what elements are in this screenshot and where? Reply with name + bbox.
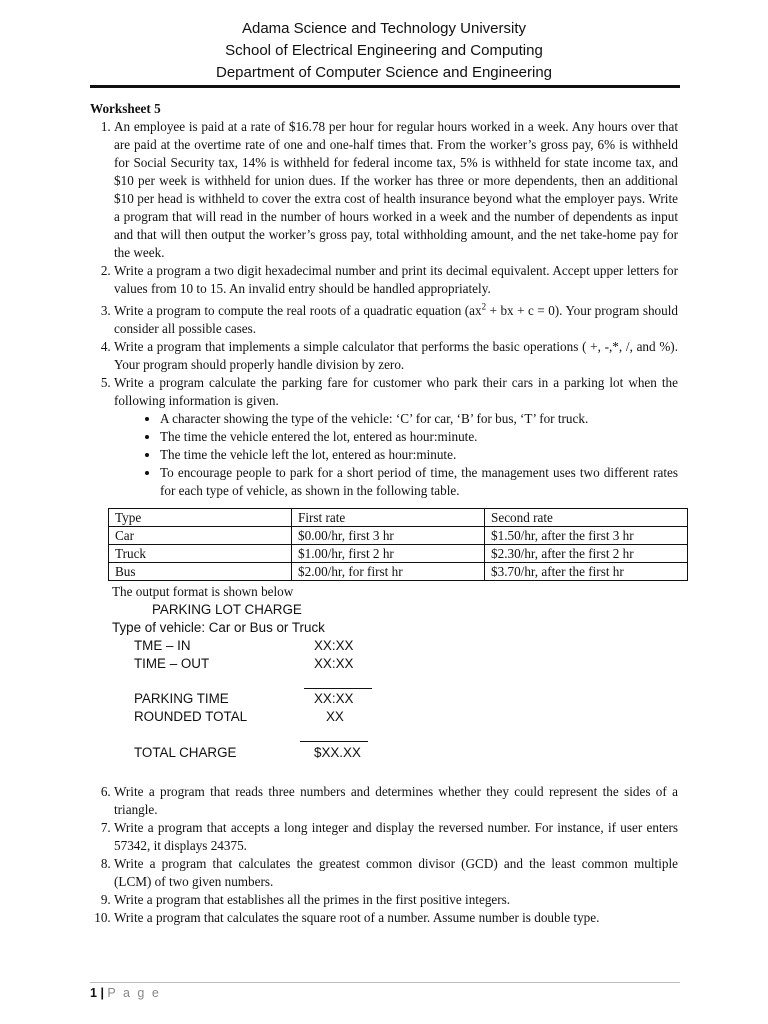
- table-cell: Car: [109, 527, 292, 545]
- table-header-cell: Type: [109, 509, 292, 527]
- output-intro: The output format is shown below: [112, 584, 294, 600]
- page-word: P a g e: [107, 986, 161, 1000]
- worksheet-body: [90, 100, 678, 927]
- underline-rule: [304, 688, 372, 689]
- header-rule: [90, 85, 680, 88]
- question-9: 9. Write a program that establishes all the primes in the first positive integers.: [114, 891, 678, 909]
- output-title: PARKING LOT CHARGE: [152, 602, 302, 618]
- question-5: [114, 374, 678, 581]
- bullet-item: • The time the vehicle entered the lot, entered as hour:minute.: [160, 428, 678, 446]
- question-list: [90, 118, 678, 581]
- parking-time-label: PARKING TIME: [134, 691, 229, 707]
- underline-rule: [300, 741, 368, 742]
- rounded-total-value: XX: [326, 709, 344, 725]
- time-in-value: XX:XX: [314, 638, 354, 654]
- table-row: [109, 545, 688, 563]
- worksheet-title: Worksheet 5: [90, 101, 161, 116]
- total-charge-value: $XX.XX: [314, 745, 361, 761]
- table-cell: $2.30/hr, after the first 2 hr: [485, 545, 688, 563]
- page-footer: [90, 986, 161, 1000]
- rounded-total-label: ROUNDED TOTAL: [134, 709, 248, 725]
- table-cell: Truck: [109, 545, 292, 563]
- table-cell: Bus: [109, 563, 292, 581]
- table-cell: $3.70/hr, after the first hr: [485, 563, 688, 581]
- table-cell: $0.00/hr, first 3 hr: [292, 527, 485, 545]
- question-4: 4. Write a program that implements a simple calculator that performs the basic operations ( +, -,*, /, and %). Your program should properly handle division by zero.: [114, 338, 678, 374]
- bullet-item: • A character showing the type of the vehicle: ‘C’ for car, ‘B’ for bus, ‘T’ for truck.: [160, 410, 678, 428]
- document-header: [0, 18, 768, 84]
- question-2: 2. Write a program a two digit hexadecimal number and print its decimal equivalent. Accept upper letters for values from 10 to 15. An invalid entry should be handled appropriately.: [114, 262, 678, 298]
- university-name: Adama Science and Technology University: [241, 20, 527, 37]
- output-type-line: Type of vehicle: Car or Bus or Truck: [112, 620, 325, 636]
- question-list-continued: [90, 783, 678, 927]
- question-10: 10. Write a program that calculates the square root of a number. Assume number is double type.: [114, 909, 678, 927]
- time-out-value: XX:XX: [314, 656, 354, 672]
- table-header-cell: Second rate: [485, 509, 688, 527]
- table-cell: $1.00/hr, first 2 hr: [292, 545, 485, 563]
- footer-separator: |: [100, 986, 104, 1000]
- question-7: 7. Write a program that accepts a long integer and display the reversed number. For instance, if user enters 57342, it displays 24375.: [114, 819, 678, 855]
- question-3-text: Write a program to compute the real roots of a quadratic equation ($ax^2$ + bx + c = 0). Your program should consider all possible cases.: [114, 302, 678, 337]
- table-header-cell: First rate: [292, 509, 485, 527]
- table-cell: $1.50/hr, after the first 3 hr: [485, 527, 688, 545]
- parking-time-value: XX:XX: [314, 691, 354, 707]
- parking-rate-table: [108, 508, 688, 581]
- footer-rule: [90, 982, 680, 983]
- question-6: 6. Write a program that reads three numbers and determines whether they could represent the sides of a triangle.: [114, 783, 678, 819]
- bullet-item: • The time the vehicle left the lot, entered as hour:minute.: [160, 446, 678, 464]
- table-row: [109, 563, 688, 581]
- school-name: School of Electrical Engineering and Computing: [225, 42, 543, 59]
- table-row: [109, 527, 688, 545]
- exponent: 2: [481, 302, 487, 312]
- department-name: Department of Computer Science and Engineering: [215, 64, 553, 81]
- time-in-label: TME – IN: [134, 638, 191, 654]
- question-5-bullets: [114, 410, 678, 500]
- question-5-text: Write a program calculate the parking fare for customer who park their cars in a parking lot when the following information is given.: [114, 375, 678, 409]
- output-format-sample: [90, 581, 678, 771]
- table-header-row: [109, 509, 688, 527]
- question-3: [114, 298, 678, 338]
- bullet-item: • To encourage people to park for a short period of time, the management uses two different rates for each type of vehicle, as shown in the following table.: [160, 464, 678, 500]
- question-8: 8. Write a program that calculates the greatest common divisor (GCD) and the least common multiple (LCM) of two given numbers.: [114, 855, 678, 891]
- time-out-label: TIME – OUT: [134, 656, 210, 672]
- question-1: 1. An employee is paid at a rate of $16.78 per hour for regular hours worked in a week. Any hours over that are paid at the overtime rate of one and one-half times that. From the worker’s gross pay, 6% is withheld for Social Security tax, 14% is withheld for federal income tax, 5% is withheld for state income tax, and $10 per week is withheld for union dues. If the worker has three or more dependents, then an additional $10 per head is withheld to cover the extra cost of health insurance beyond what the employer pays. Write a program that will read in the number of hours worked in a week and the number of dependents as input and that will then output the worker’s gross pay, total withholding amount, and the net take-home pay for the week.: [114, 118, 678, 262]
- page-number: 1: [90, 986, 97, 1000]
- table-cell: $2.00/hr, for first hr: [292, 563, 485, 581]
- total-charge-label: TOTAL CHARGE: [134, 745, 237, 761]
